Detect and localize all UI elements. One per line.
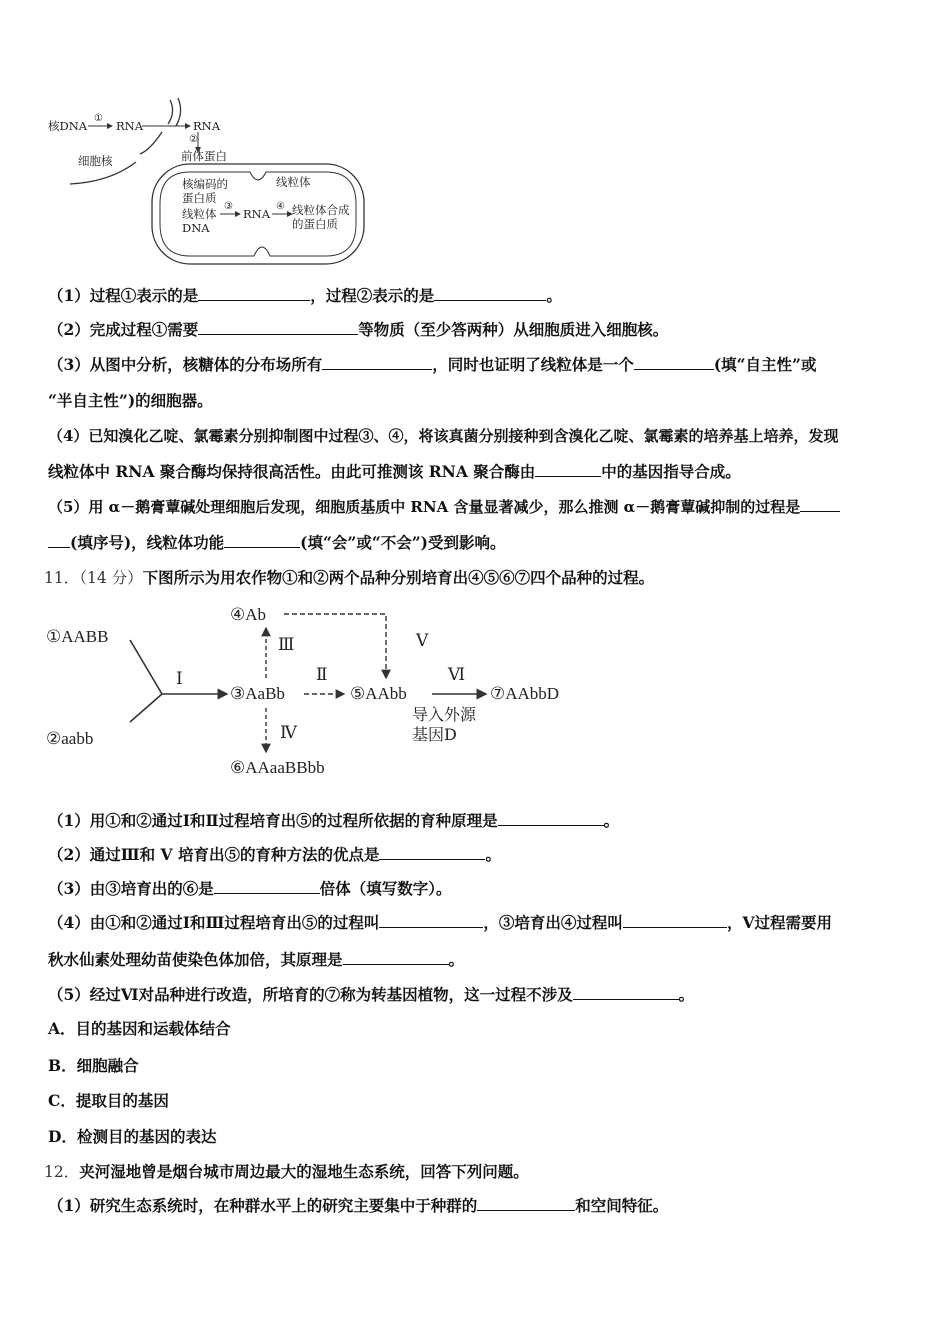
q11-part5: （5）经过Ⅵ对品种进行改造，所培育的⑦称为转基因植物，这一过程不涉及 。 — [48, 985, 695, 1004]
blank[interactable] — [623, 913, 727, 928]
nucleus-label: 细胞核 — [78, 154, 113, 168]
blank[interactable] — [343, 950, 449, 965]
variety-5-label: ⑤AAbb — [350, 684, 407, 703]
step3-label: ③ — [224, 201, 233, 212]
q11-part4: （4）由①和②通过Ⅰ和Ⅲ过程培育出⑤的过程叫 ，③培育出④过程叫 ，Ⅴ过程需要用 — [48, 913, 832, 932]
q10-part3-cont: “半自主性”)的细胞器。 — [48, 391, 213, 410]
process-III-label: Ⅲ — [278, 635, 295, 655]
option-c[interactable]: C．提取目的基因 — [48, 1091, 169, 1110]
mito-dna-label-2: DNA — [182, 221, 210, 235]
blank[interactable] — [573, 985, 679, 1000]
nuclear-encoded-label-1: 核编码的 — [182, 177, 228, 191]
rna-label-c: RNA — [243, 207, 271, 221]
mito-synth-label-1: 线粒体合成 — [292, 203, 350, 217]
q11-part2: （2）通过Ⅲ和 V 培育出⑤的育种方法的优点是 。 — [48, 845, 501, 864]
blank[interactable] — [634, 355, 714, 370]
step1-label: ① — [94, 113, 103, 124]
blank[interactable] — [198, 286, 310, 301]
blank[interactable] — [214, 879, 320, 894]
blank[interactable] — [379, 913, 483, 928]
precursor-protein-label: 前体蛋白 — [181, 149, 227, 163]
mito-synth-label-2: 的蛋白质 — [292, 217, 338, 231]
blank[interactable] — [434, 286, 546, 301]
variety-7-label: ⑦AAbbD — [490, 684, 560, 703]
breeding-diagram — [44, 598, 604, 784]
q10-part3: （3）从图中分析，核糖体的分布场所有 ，同时也证明了线粒体是一个 (填“自主性”或 — [48, 355, 817, 374]
variety-4-label: ④Ab — [230, 605, 267, 624]
variety-1-label: ①AABB — [46, 627, 109, 646]
process-I-label: Ⅰ — [176, 669, 183, 689]
rna-label-a: RNA — [116, 119, 144, 133]
nuclear-encoded-label-2: 蛋白质 — [182, 191, 217, 205]
blank[interactable] — [48, 533, 70, 548]
step4-label: ④ — [276, 201, 285, 212]
process-VI-label: Ⅵ — [448, 665, 466, 685]
q12-part1: （1）研究生态系统时，在种群水平上的研究主要集中于种群的 和空间特征。 — [48, 1196, 669, 1215]
q10-part4: （4）已知溴化乙啶、氯霉素分别抑制图中过程③、④，将该真菌分别接种到含溴化乙啶、氯霉素的培养基上培养，发现 — [48, 427, 839, 445]
option-b[interactable]: B．细胞融合 — [48, 1056, 139, 1075]
blank[interactable] — [800, 497, 840, 512]
gene-expression-diagram — [40, 92, 380, 272]
q11-stem: 11．（14 分）下图所示为用农作物①和②两个品种分别培育出④⑤⑥⑦四个品种的过程。 — [44, 568, 655, 587]
option-a[interactable]: A．目的基因和运载体结合 — [48, 1019, 231, 1038]
rna-label-b: RNA — [193, 119, 221, 133]
q10-part4-cont: 线粒体中 RNA 聚合酶均保持很高活性。由此可推测该 RNA 聚合酶由 中的基因指导合成。 — [48, 462, 741, 481]
q10-part5: （5）用 α－鹅膏蕈碱处理细胞后发现，细胞质基质中 RNA 含量显著减少，那么推测 α－鹅膏蕈碱抑制的过程是 — [48, 497, 840, 517]
q11-part4-cont: 秋水仙素处理幼苗使染色体加倍，其原理是 。 — [48, 950, 465, 969]
blank[interactable] — [322, 355, 432, 370]
process-V-label: Ⅴ — [416, 631, 429, 651]
import-gene-label-1: 导入外源 — [412, 705, 477, 724]
blank[interactable] — [535, 462, 601, 477]
nuclear-dna-label: 核DNA — [48, 119, 88, 133]
process-II-label: Ⅱ — [316, 665, 328, 685]
blank[interactable] — [477, 1196, 575, 1211]
variety-6-label: ⑥AAaaBBbb — [230, 758, 325, 777]
q10-part2: （2）完成过程①需要 等物质（至少答两种）从细胞质进入细胞核。 — [48, 320, 669, 339]
process-IV-label: Ⅳ — [280, 723, 297, 743]
q10-part5-cont: (填序号)，线粒体功能 (填“会”或“不会”)受到影响。 — [48, 533, 506, 553]
option-d[interactable]: D．检测目的基因的表达 — [48, 1127, 217, 1146]
mitochondrion-label: 线粒体 — [276, 175, 311, 189]
q11-part3: （3）由③培育出的⑥是 倍体（填写数字）。 — [48, 879, 452, 898]
blank[interactable] — [224, 533, 300, 548]
variety-3-label: ③AaBb — [230, 684, 285, 703]
q12-stem: 12．夹河湿地曾是烟台城市周边最大的湿地生态系统，回答下列问题。 — [44, 1162, 529, 1181]
blank[interactable] — [198, 320, 358, 335]
blank[interactable] — [498, 811, 604, 826]
import-gene-label-2: 基因D — [412, 725, 457, 744]
blank[interactable] — [379, 845, 485, 860]
q10-part1: （1）过程①表示的是 ，过程②表示的是 。 — [48, 286, 562, 305]
q11-part1: （1）用①和②通过Ⅰ和Ⅱ过程培育出⑤的过程所依据的育种原理是 。 — [48, 811, 620, 830]
variety-2-label: ②aabb — [46, 729, 94, 748]
step2-label: ② — [189, 134, 198, 145]
mito-dna-label-1: 线粒体 — [182, 207, 217, 221]
